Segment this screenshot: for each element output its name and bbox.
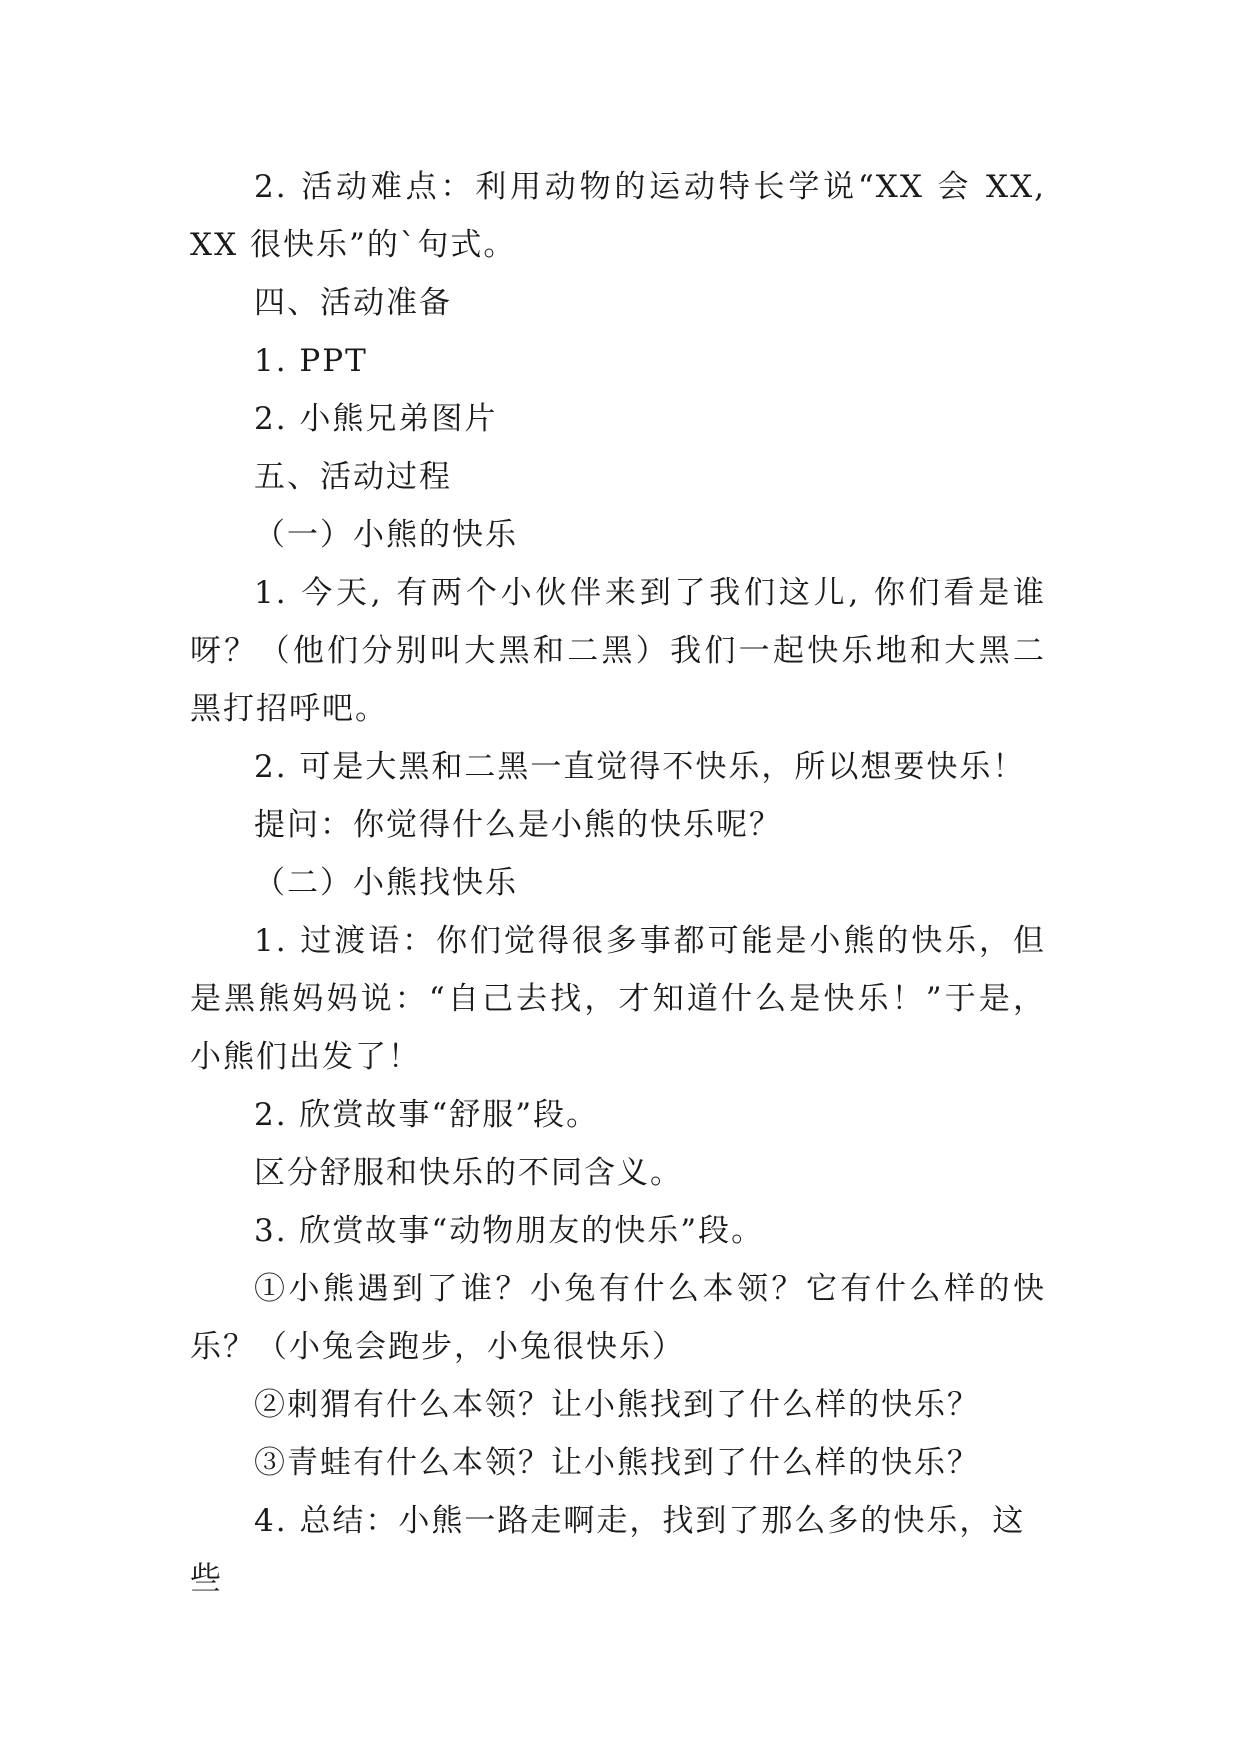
paragraph-distinguish: 区分舒服和快乐的不同含义。	[254, 1155, 683, 1191]
paragraph-transition: 1. 过渡语：你们觉得很多事都可能是小熊的快乐，但是黑熊妈妈说：“自己去找，才知道什么是快乐！”于是，小熊们出发了！	[190, 923, 1046, 1075]
document-body	[190, 158, 1046, 1608]
paragraph-story-comfort: 2. 欣赏故事“舒服”段。	[254, 1097, 600, 1133]
paragraph-story-friends: 3. 欣赏故事“动物朋友的快乐”段。	[254, 1213, 765, 1249]
subsection-heading-find-happiness: （二）小熊找快乐	[254, 865, 518, 901]
paragraph-rabbit: ①小熊遇到了谁？小兔有什么本领？它有什么样的快乐？（小兔会跑步，小兔很快乐）	[190, 1271, 1046, 1365]
paragraph-hedgehog: ②刺猬有什么本领？让小熊找到了什么样的快乐？	[254, 1387, 980, 1423]
list-item-ppt: 1. PPT	[254, 343, 368, 379]
paragraph-summary: 4. 总结：小熊一路走啊走，找到了那么多的快乐，这些	[190, 1503, 1026, 1597]
paragraph-question: 提问：你觉得什么是小熊的快乐呢？	[254, 807, 782, 843]
section-heading-process: 五、活动过程	[254, 459, 452, 495]
paragraph-greeting: 1. 今天, 有两个小伙伴来到了我们这儿, 你们看是谁呀？（他们分别叫大黑和二黑）我们一起快乐地和大黑二黑打招呼吧。	[190, 575, 1046, 727]
paragraph-frog: ③青蛙有什么本领？让小熊找到了什么样的快乐？	[254, 1445, 980, 1481]
section-heading-preparation: 四、活动准备	[254, 285, 452, 321]
subsection-heading-bear-happiness: （一）小熊的快乐	[254, 517, 518, 553]
paragraph-activity-difficulty: 2. 活动难点：利用动物的运动特长学说“XX 会 XX, XX 很快乐”的`句式。	[190, 169, 1046, 263]
list-item-bear-pictures: 2. 小熊兄弟图片	[254, 401, 498, 437]
paragraph-not-happy: 2. 可是大黑和二黑一直觉得不快乐，所以想要快乐！	[254, 749, 1026, 785]
